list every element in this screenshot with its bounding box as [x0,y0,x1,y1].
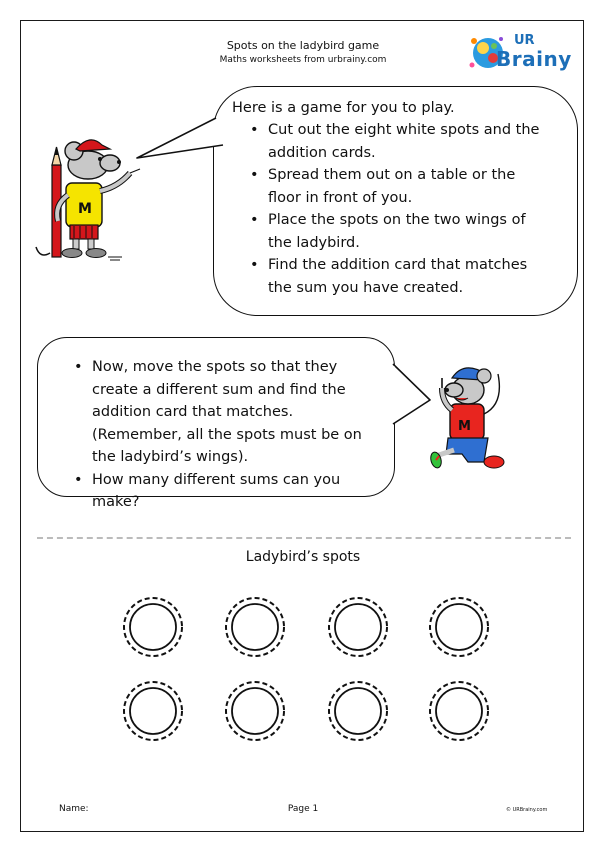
bubble1-intro: Here is a game for you to play. [232,100,455,116]
page-number: Page 1 [287,804,319,814]
list-item [248,209,548,254]
cut-out-spot [122,680,184,742]
bullet-icon: • [74,359,83,375]
spots-title: Ladybird’s spots [245,549,361,565]
list-item [248,254,548,299]
svg-text:M: M [458,419,471,434]
cut-out-spot [224,596,286,658]
sitting-mouse-illustration [428,360,510,472]
logo-brainy-text: Brainy [496,47,572,71]
cut-out-spot [327,680,389,742]
bullet-icon: • [250,167,259,183]
cut-out-spot [428,596,490,658]
bullet-icon: • [250,212,259,228]
worksheet-title: Spots on the ladybird game [226,39,380,52]
cut-out-spot [122,596,184,658]
mouse-with-pencil-illustration [28,135,144,265]
svg-text:M: M [78,201,92,217]
cut-out-spot [428,680,490,742]
copyright-text: © URBrainy.com [506,807,548,813]
worksheet-subtitle: Maths worksheets from urbrainy.com [219,55,387,65]
bullet-icon: • [250,122,259,138]
cut-out-spot [224,680,286,742]
list-item-text: Find the addition card that matches the sum you have created. [268,257,528,296]
bullet-icon: • [250,257,259,273]
list-item [72,469,382,514]
list-item-text: Now, move the spots so that they create a different sum and find the addition card that matches. (Remember, all the spots must be on the ladybird’s wings). [92,359,362,465]
bullet-icon: • [74,471,83,488]
bubble1-list [248,119,548,299]
list-item [72,356,382,469]
cut-out-spot [327,596,389,658]
logo-ur-text: UR [514,33,535,48]
list-item-text: Spread them out on a table or the floor in front of you. [268,167,516,206]
list-item-text: Cut out the eight white spots and the addition cards. [268,122,540,161]
list-item-text: How many different sums can you make? [92,471,341,510]
urbrainy-logo [466,31,572,75]
cut-line [37,537,571,539]
name-label: Name: [59,804,89,814]
list-item [248,164,548,209]
list-item-text: Place the spots on the two wings of the ladybird. [268,212,526,251]
bubble2-list [72,356,382,514]
list-item [248,119,548,164]
